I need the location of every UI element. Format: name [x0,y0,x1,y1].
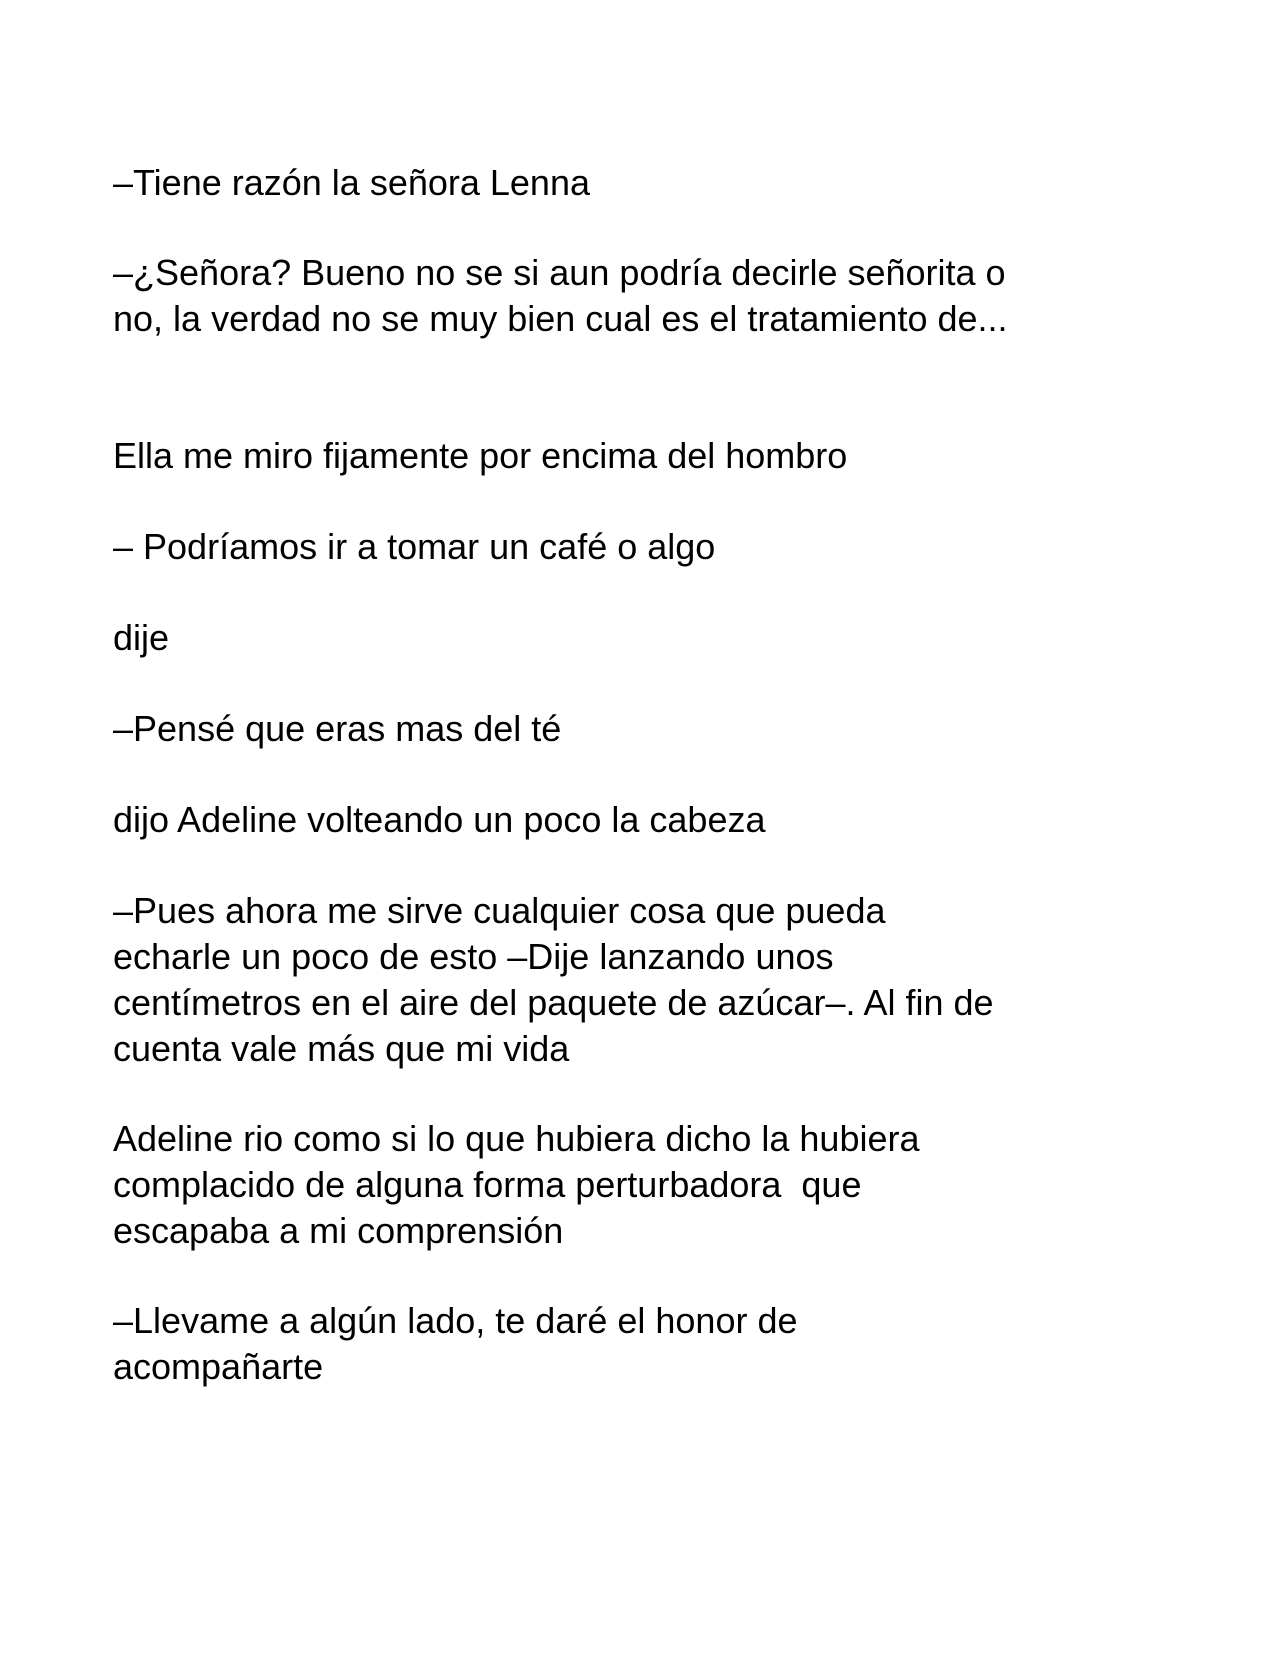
paragraph-line: –Pensé que eras mas del té [113,708,562,749]
paragraph-line: Ella me miro fijamente por encima del hombro [113,435,848,476]
paragraph-line: no, la verdad no se muy bien cual es el tratamiento de... [113,298,1008,339]
paragraph-line: –Llevame a algún lado, te daré el honor de [113,1300,798,1341]
paragraph-line: –Tiene razón la señora Lenna [113,162,590,203]
paragraph-line: Adeline rio como si lo que hubiera dicho la hubiera [113,1118,920,1159]
paragraph-line: complacido de alguna forma perturbadora que [113,1164,862,1205]
paragraph-line: dije [113,617,170,658]
paragraph-line: escapaba a mi comprensión [113,1210,564,1251]
paragraph-line: cuenta vale más que mi vida [113,1028,570,1069]
paragraph-line: dijo Adeline volteando un poco la cabeza [113,799,766,840]
paragraph-line: –¿Señora? Bueno no se si aun podría decirle señorita o [113,252,1006,293]
paragraph-line: –Pues ahora me sirve cualquier cosa que pueda [113,890,886,931]
paragraph-line: centímetros en el aire del paquete de azúcar–. Al fin de [113,982,994,1023]
paragraph-line: echarle un poco de esto –Dije lanzando unos [113,936,834,977]
paragraph-line: – Podríamos ir a tomar un café o algo [113,526,716,567]
paragraph-line: acompañarte [113,1346,324,1387]
